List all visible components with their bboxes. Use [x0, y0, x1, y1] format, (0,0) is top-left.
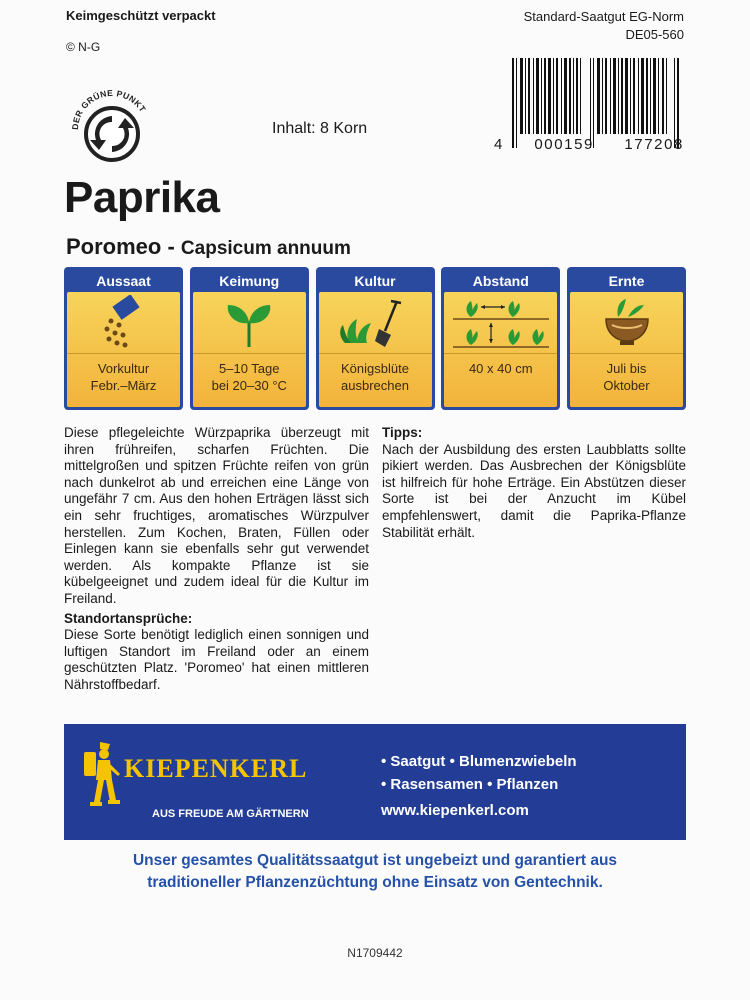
- barcode: [512, 58, 682, 148]
- tile-spacing: [441, 267, 560, 410]
- harvest-bowl-icon: [592, 295, 662, 351]
- spacing-icon: [451, 295, 551, 351]
- tile-heading: Ernte: [608, 273, 645, 289]
- brand-product-list: [381, 750, 577, 822]
- variety-separator: -: [161, 234, 181, 259]
- quality-statement: [64, 850, 686, 894]
- tips-heading: Tipps:: [382, 425, 423, 440]
- brand-logo: KIEPENKERL: [124, 754, 308, 783]
- cultivation-tiles: [64, 267, 686, 410]
- tile-line: Oktober: [603, 378, 650, 393]
- barcode-digit-group: 000159: [534, 136, 594, 153]
- package-content: Inhalt: 8 Korn: [272, 120, 368, 137]
- location-text: Diese Sorte benötigt lediglich einen sonnigen und luftigen Standort im Freiland oder an einem geschützten Platz. 'Poromeo' hat einen mittleren Nährstoffbedarf.: [64, 627, 369, 692]
- tile-heading: Keimung: [219, 273, 280, 289]
- standard-code: DE05-560: [625, 27, 684, 42]
- tile-line: Königsblüte: [341, 361, 409, 376]
- tile-line: Vorkultur: [97, 361, 150, 376]
- sowing-icon: [89, 295, 159, 351]
- barcode-number: [494, 136, 684, 153]
- product-list-line: • Rasensamen • Pflanzen: [381, 776, 559, 793]
- quality-line: Unser gesamtes Qualitätssaatgut ist ungebeizt und garantiert aus: [132, 852, 618, 869]
- tile-heading: Kultur: [354, 273, 396, 289]
- tile-harvest: [567, 267, 686, 410]
- tile-heading: Abstand: [472, 273, 529, 289]
- standard-line: Standard-Saatgut EG-Norm: [523, 9, 684, 24]
- tile-line: 40 x 40 cm: [468, 361, 533, 376]
- tile-sowing: [64, 267, 183, 410]
- tile-line: ausbrechen: [341, 378, 409, 393]
- article-number: N1709442: [347, 946, 403, 960]
- kiepenkerl-figure-icon: [80, 740, 124, 810]
- spade-plant-icon: [335, 295, 415, 351]
- brand-url[interactable]: www.kiepenkerl.com: [381, 802, 529, 819]
- description-column: [64, 425, 369, 694]
- location-heading: Standortansprüche:: [64, 610, 193, 626]
- barcode-digit-group: 4: [494, 136, 504, 153]
- quality-line: traditioneller Pflanzenzüchtung ohne Einsatz von Gentechnik.: [147, 874, 603, 891]
- brand-slogan: AUS FREUDE AM GÄRTNERN: [152, 808, 309, 820]
- latin-name: Capsicum annuum: [180, 238, 351, 259]
- tips-text: Nach der Ausbildung des ersten Laubblatts sollte pikiert werden. Das Ausbrechen der Königsblüte ist hilfreich für hohe Erträge. Ein Abstützen dieser Sorte ist bei der Anzucht im Kübel empfehlenswert, damit die Paprika-Pflanze Stabilität erhält.: [382, 441, 686, 540]
- tile-culture: [316, 267, 435, 410]
- variety-name: Poromeo: [66, 234, 162, 259]
- seed-standard: [524, 8, 684, 44]
- tile-line: 5–10 Tage: [219, 361, 280, 376]
- product-variety-line: [66, 234, 351, 260]
- tips-column: [382, 425, 686, 541]
- product-list-line: • Saatgut • Blumenzwiebeln: [381, 753, 577, 770]
- copyright: © N-G: [66, 40, 101, 54]
- protection-note: Keimgeschützt verpackt: [66, 8, 216, 23]
- description-text: Diese pflegeleichte Würzpaprika überzeugt mit ihren frühreifen, scharfen Früchten. Die mittelgroßen und spitzen Früchte reifen von grün nach dunkelrot ab und erreichen eine Länge von ungefähr 7 cm. Aus den hohen Erträgen lässt sich ein sehr fruchtiges, aromatisches Würzpulver herstellen. Zum Kochen, Braten, Füllen oder Einlegen kann sie ebenfalls sehr gut verwendet werden. Als kompakte Pflanze ist sie kübelgeeignet und zudem ideal für die Kultur im Freiland.: [64, 425, 369, 606]
- tile-heading: Aussaat: [96, 273, 151, 289]
- tile-germination: [190, 267, 309, 410]
- tile-line: Febr.–März: [90, 378, 157, 393]
- tile-line: Juli bis: [606, 361, 647, 376]
- gruener-punkt-text: DER GRÜNE PUNKT: [69, 87, 149, 131]
- gruener-punkt-icon: [66, 80, 158, 172]
- seedling-icon: [214, 295, 284, 351]
- product-name: Paprika: [64, 173, 220, 222]
- tile-line: bei 20–30 °C: [211, 378, 287, 393]
- barcode-digit-group: 177208: [624, 136, 684, 153]
